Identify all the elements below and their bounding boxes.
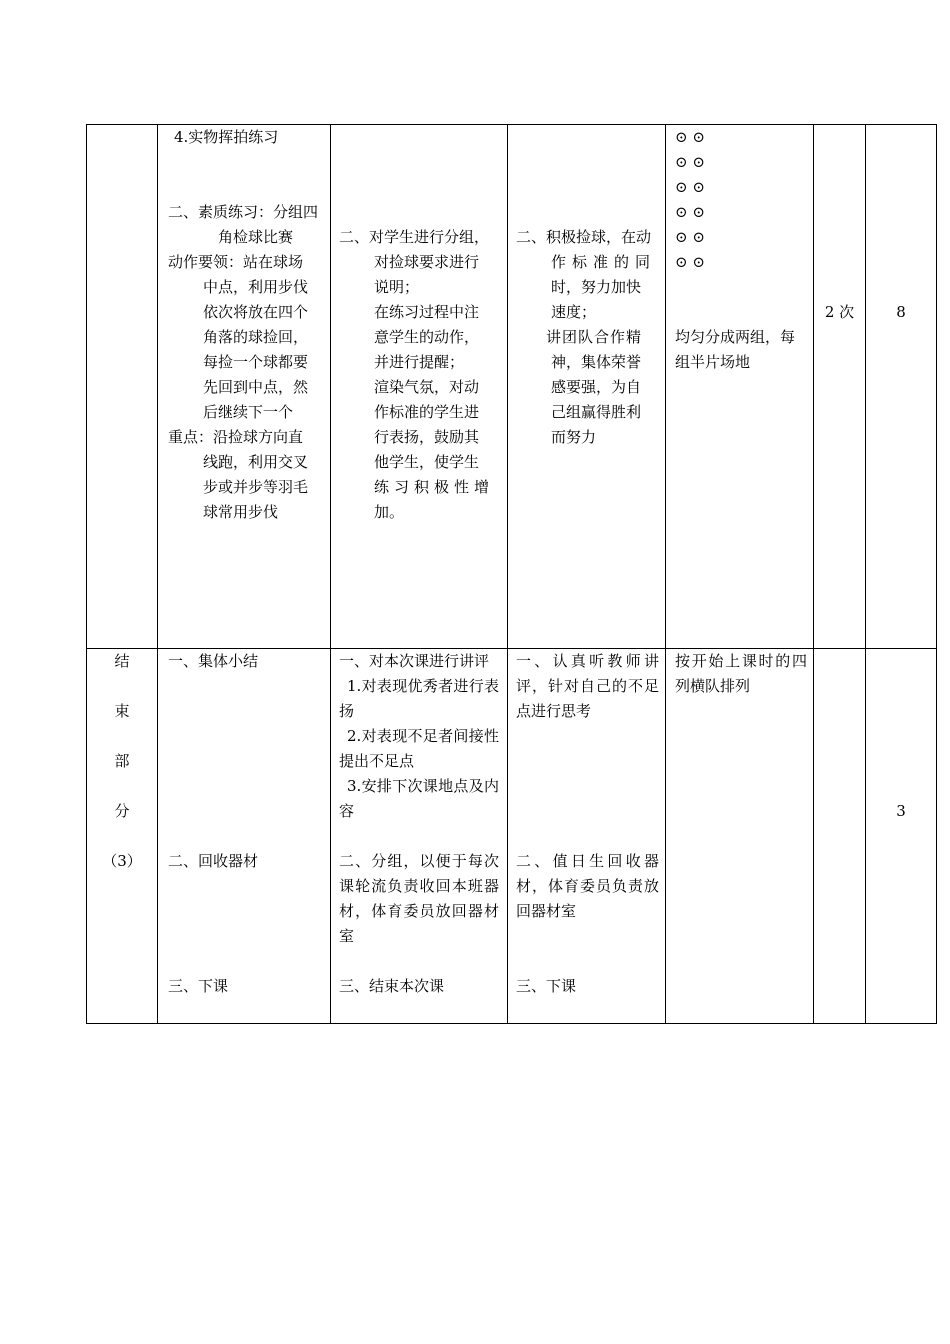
teacher-line: 练习积极性增 <box>374 478 495 496</box>
student-activity-cell <box>508 125 666 649</box>
player-marker-row: ⊙ ⊙ <box>675 128 705 146</box>
drill-item: 4.实物挥拍练习 <box>174 128 279 146</box>
section-label <box>87 649 157 874</box>
key-points <box>168 425 326 525</box>
student-activity-cell <box>508 649 666 1024</box>
time-cell <box>866 125 937 649</box>
key-line: 球常用步伐 <box>203 503 279 521</box>
key-line: 步或并步等羽毛 <box>203 478 309 496</box>
section-char: 结 <box>114 652 130 670</box>
section-cell <box>87 649 158 1024</box>
teacher-line: 渲染气氛，对动 <box>374 378 480 396</box>
teacher-para: 二、分组，以便于每次课轮流负责收回本班器材，体育委员放回器材室 <box>339 852 499 945</box>
equipment-item: 二、回收器材 <box>168 852 259 870</box>
student-line: 作标准的同 <box>551 253 657 271</box>
teacher-line: 说明； <box>374 278 420 296</box>
student-line: 二、积极捡球，在动 <box>516 228 652 246</box>
organization-note: 均匀分成两组，每组半片场地 <box>675 328 796 371</box>
teacher-line: 他学生，使学生 <box>374 453 480 471</box>
teacher-line: 意学生的动作， <box>374 328 480 346</box>
content-cell <box>158 125 331 649</box>
teacher-line: 作标准的学生进 <box>374 403 480 421</box>
teacher-para: 一、对本次课进行讲评 <box>339 652 490 670</box>
dismiss-item: 三、下课 <box>168 977 229 995</box>
key-line: 线跑，利用交叉 <box>203 453 309 471</box>
action-line: 每捡一个球都要 <box>203 353 309 371</box>
teacher-activity-cell <box>331 649 508 1024</box>
time-cell <box>866 649 937 1024</box>
section-char: 分 <box>114 802 130 820</box>
teacher-activity-cell <box>331 125 508 649</box>
key-line: 重点：沿捡球方向直 <box>168 428 304 446</box>
time-value: 3 <box>896 802 906 820</box>
teacher-line: 在练习过程中注 <box>374 303 480 321</box>
section-char: （3） <box>102 852 142 870</box>
action-line: 后继续下一个 <box>203 403 294 421</box>
player-marker-row: ⊙ ⊙ <box>675 203 705 221</box>
repetitions-cell <box>814 649 866 1024</box>
organization-cell <box>666 649 814 1024</box>
student-line: 而努力 <box>551 428 597 446</box>
player-marker-row: ⊙ ⊙ <box>675 228 705 246</box>
student-line: 神，集体荣誉 <box>551 353 642 371</box>
organization-note: 按开始上课时的四列横队排列 <box>675 652 807 695</box>
table-row <box>87 125 937 649</box>
student-line: 己组赢得胜利 <box>551 403 642 421</box>
time-value: 8 <box>896 303 906 321</box>
teacher-line: 二、对学生进行分组， <box>339 228 490 246</box>
teacher-line: 行表扬，鼓励其 <box>374 428 480 446</box>
student-line: 感要强，为自 <box>551 378 642 396</box>
repetitions-cell <box>814 125 866 649</box>
player-marker-row: ⊙ ⊙ <box>675 153 705 171</box>
section-cell <box>87 125 158 649</box>
teacher-line: 对捡球要求进行 <box>374 253 480 271</box>
teacher-para: 3.安排下次课地点及内容 <box>339 777 499 820</box>
action-line: 动作要领：站在球场 <box>168 253 304 271</box>
content-cell <box>158 649 331 1024</box>
section-char: 部 <box>114 752 130 770</box>
lesson-plan-table <box>86 124 937 1024</box>
action-line: 先回到中点，然 <box>203 378 309 396</box>
player-marker-row: ⊙ ⊙ <box>675 253 705 271</box>
action-essentials <box>168 250 326 425</box>
action-line: 依次将放在四个 <box>203 303 309 321</box>
student-line: 时，努力加快 <box>551 278 642 296</box>
teacher-para: 1.对表现优秀者进行表扬 <box>339 677 499 720</box>
student-line: 讲团队合作精 <box>546 328 643 346</box>
repetitions-value: 2 次 <box>824 303 855 321</box>
section-char: 束 <box>114 702 130 720</box>
action-line: 角落的球捡回， <box>203 328 309 346</box>
student-para: 二、值日生回收器材，体育委员负责放回器材室 <box>516 852 659 920</box>
teacher-para: 三、结束本次课 <box>339 977 445 995</box>
action-line: 中点，利用步伐 <box>203 278 309 296</box>
quality-exercise-title-cont: 角检球比赛 <box>218 228 294 246</box>
student-para: 三、下课 <box>516 977 577 995</box>
quality-exercise-title: 二、素质练习：分组四 <box>168 203 319 221</box>
teacher-line: 加。 <box>374 503 405 521</box>
table-row <box>87 649 937 1024</box>
summary-item: 一、集体小结 <box>168 652 259 670</box>
player-marker-row: ⊙ ⊙ <box>675 178 705 196</box>
organization-cell <box>666 125 814 649</box>
teacher-line: 并进行提醒； <box>374 353 465 371</box>
student-line: 速度； <box>551 303 597 321</box>
formation-diagram <box>675 125 807 275</box>
student-para: 一、认真听教师讲评，针对自己的不足点进行思考 <box>516 652 659 720</box>
teacher-para: 2.对表现不足者间接性提出不足点 <box>339 727 499 770</box>
